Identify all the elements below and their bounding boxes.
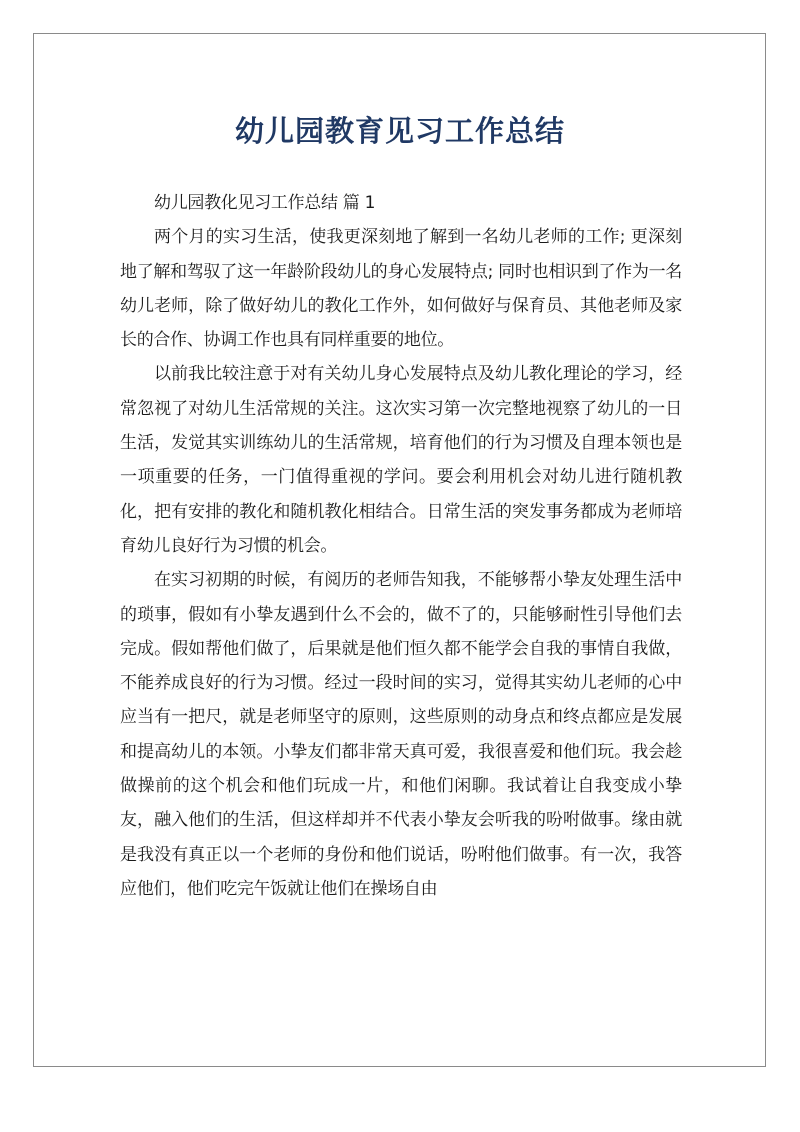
paragraph-1: 两个月的实习生活，使我更深刻地了解到一名幼儿老师的工作; 更深刻地了解和驾驭了这一年龄阶段幼儿的身心发展特点; 同时也相识到了作为一名幼儿老师，除了做好幼儿的教化工作外，如何做好与保育员、其他老师及家长的合作、协调工作也具有同样重要的地位。 xyxy=(120,227,682,351)
section-heading: 幼儿园教化见习工作总结 篇 1 xyxy=(154,193,376,213)
document-title: 幼儿园教育见习工作总结 xyxy=(234,114,565,148)
paragraph-2: 以前我比较注意于对有关幼儿身心发展特点及幼儿教化理论的学习，经常忽视了对幼儿生活常规的关注。这次实习第一次完整地视察了幼儿的一日生活，发觉其实训练幼儿的生活常规，培育他们的行为习惯及自理本领也是一项重要的任务，一门值得重视的学问。要会利用机会对幼儿进行随机教化，把有安排的教化和随机教化相结合。日常生活的突发事务都成为老师培育幼儿良好行为习惯的机会。 xyxy=(120,364,682,556)
paragraph-3: 在实习初期的时候，有阅历的老师告知我，不能够帮小挚友处理生活中的琐事，假如有小挚友遇到什么不会的，做不了的，只能够耐性引导他们去完成。假如帮他们做了，后果就是他们恒久都不能学会自我的事情自我做，不能养成良好的行为习惯。经过一段时间的实习，觉得其实幼儿老师的心中应当有一把尺，就是老师坚守的原则，这些原则的动身点和终点都应是发展和提高幼儿的本领。小挚友们都非常天真可爱，我很喜爱和他们玩。我会趁做操前的这个机会和他们玩成一片，和他们闲聊。我试着让自我变成小挚友，融入他们的生活，但这样却并不代表小挚友会听我的吩咐做事。缘由就是我没有真正以一个老师的身份和他们说话，吩咐他们做事。有一次，我答应他们，他们吃完午饭就让他们在操场自由 xyxy=(120,570,682,899)
document-body xyxy=(120,186,682,906)
